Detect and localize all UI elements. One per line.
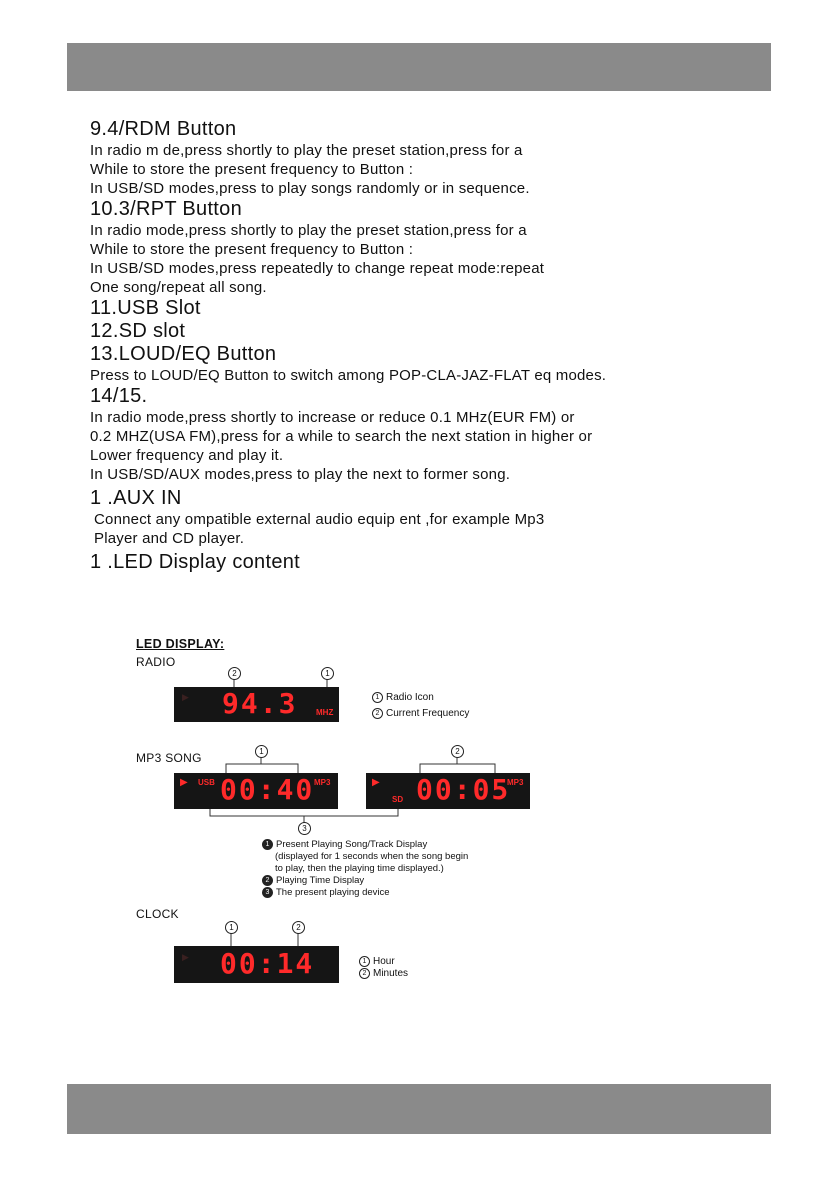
radio-legend — [372, 691, 469, 720]
legend-marker-2-clock: 2 — [359, 968, 370, 979]
ghost-play-icon-clock: ▶ — [182, 952, 189, 962]
mp3-led-panel-1 — [174, 773, 338, 809]
mp3-led-panel-2 — [366, 773, 530, 809]
legend-marker-1-mp3: 1 — [262, 839, 273, 850]
mp3-track-display: 00:40 — [220, 773, 315, 806]
section-16-title: 1 .AUX IN — [90, 487, 182, 509]
marker-1-radio: 1 — [321, 667, 334, 680]
section-13-line-1: Press to LOUD/EQ Button to switch among POP-CLA-JAZ-FLAT eq modes. — [90, 367, 607, 384]
marker-2-clock: 2 — [292, 921, 305, 934]
legend-marker-3-mp3: 3 — [262, 887, 273, 898]
mp3-time-display: 00:05 — [416, 773, 511, 806]
section-13-title: 13.LOUD/EQ Button — [90, 343, 277, 365]
mp3-legend-1-text: Present Playing Song/Track Display — [276, 839, 428, 851]
mp3-legend-3-text: The present playing device — [276, 887, 390, 899]
ghost-play-icon: ▶ — [182, 692, 189, 702]
marker-3-mp3: 3 — [298, 822, 311, 835]
play-icon-2: ▶ — [372, 777, 380, 788]
mp3-legend-2 — [262, 875, 468, 887]
section-16-line-1: Connect any ompatible external audio equip ent ,for example Mp3 — [94, 511, 545, 528]
section-14-line-1: In radio mode,press shortly to increase or reduce 0.1 MHz(EUR FM) or — [90, 409, 575, 426]
mp3-tag-1: MP3 — [314, 778, 331, 787]
led-display-title: LED DISPLAY: — [136, 637, 225, 651]
section-10-title: 10.3/RPT Button — [90, 198, 242, 220]
radio-legend-1-text: Radio Icon — [386, 692, 434, 703]
section-14-line-4: In USB/SD/AUX modes,press to play the next to former song. — [90, 466, 511, 483]
usb-tag: USB — [198, 778, 215, 787]
section-9-line-2: While to store the present frequency to Button : — [90, 161, 414, 178]
clock-legend-1 — [359, 956, 408, 968]
mp3-legend-1 — [262, 839, 468, 851]
clock-legend-2 — [359, 968, 408, 980]
marker-1-mp3: 1 — [255, 745, 268, 758]
clock-led-panel — [174, 946, 339, 983]
mp3-legend-1c: to play, then the playing time displayed.) — [275, 863, 444, 875]
mp3-legend-1b: (displayed for 1 seconds when the song begin — [275, 851, 469, 863]
mp3-legend-3 — [262, 887, 468, 899]
clock-display: 00:14 — [220, 947, 315, 980]
marker-2-radio: 2 — [228, 667, 241, 680]
radio-legend-2-text: Current Frequency — [386, 708, 470, 719]
section-9-title: 9.4/RDM Button — [90, 118, 237, 140]
radio-mhz-tag: MHZ — [316, 708, 334, 717]
section-16-line-2: Player and CD player. — [94, 530, 245, 547]
legend-marker-1-clock: 1 — [359, 956, 370, 967]
section-17-title: 1 .LED Display content — [90, 551, 301, 573]
marker-1-clock: 1 — [225, 921, 238, 934]
mp3-legend — [262, 839, 468, 899]
clock-legend-2-text: Minutes — [373, 968, 409, 980]
radio-frequency-display: 94.3 — [222, 687, 298, 720]
play-icon: ▶ — [180, 777, 188, 788]
mp3-tag-2: MP3 — [507, 778, 524, 787]
section-9-line-1: In radio m de,press shortly to play the preset station,press for a — [90, 142, 523, 159]
mp3-legend-2-text: Playing Time Display — [276, 875, 365, 887]
section-14-line-2: 0.2 MHZ(USA FM),press for a while to search the next station in higher or — [90, 428, 593, 445]
section-10-line-2: While to store the present frequency to Button : — [90, 241, 414, 258]
radio-label: RADIO — [136, 655, 176, 669]
sd-tag: SD — [392, 795, 404, 804]
marker-2-mp3: 2 — [451, 745, 464, 758]
clock-label: CLOCK — [136, 907, 179, 921]
legend-marker-1: 1 — [372, 692, 383, 703]
section-14-line-3: Lower frequency and play it. — [90, 447, 284, 464]
section-11-title: 11.USB Slot — [90, 297, 201, 319]
radio-legend-1 — [372, 691, 469, 704]
radio-legend-2 — [372, 707, 469, 720]
section-12-title: 12.SD slot — [90, 320, 186, 342]
section-10-line-3: In USB/SD modes,press repeatedly to change repeat mode:repeat — [90, 260, 545, 277]
legend-marker-2: 2 — [372, 708, 383, 719]
section-10-line-1: In radio mode,press shortly to play the preset station,press for a — [90, 222, 527, 239]
section-14-title: 14/15. — [90, 385, 148, 407]
radio-led-panel — [174, 687, 339, 722]
mp3-song-label: MP3 SONG — [136, 751, 202, 765]
section-9-line-3: In USB/SD modes,press to play songs randomly or in sequence. — [90, 180, 530, 197]
footer-bar — [67, 1084, 771, 1134]
legend-marker-2-mp3: 2 — [262, 875, 273, 886]
clock-legend-1-text: Hour — [373, 956, 395, 968]
clock-legend — [359, 956, 408, 980]
section-10-line-4: One song/repeat all song. — [90, 279, 267, 296]
